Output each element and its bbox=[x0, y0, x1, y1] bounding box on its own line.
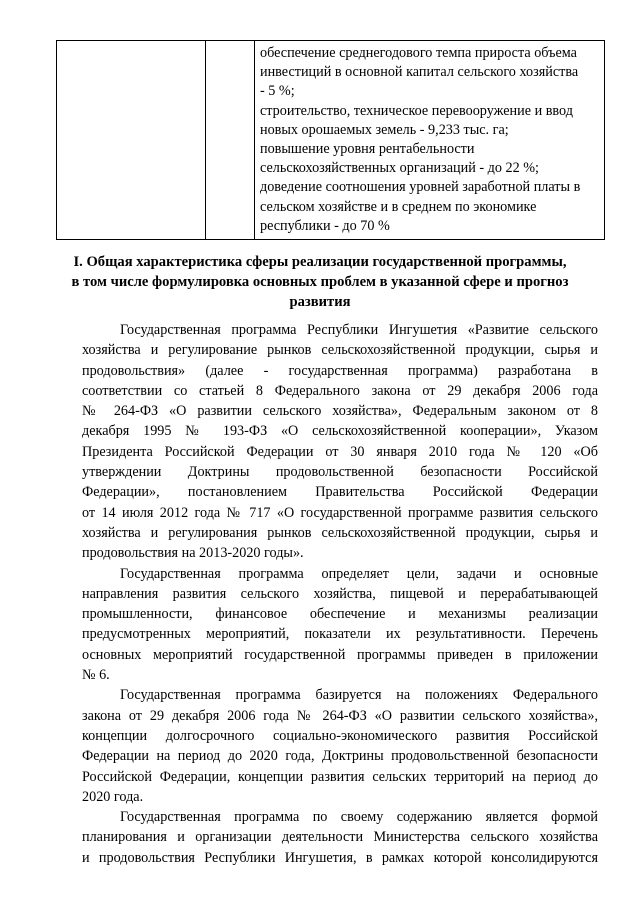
cell-line: обеспечение среднегодового темпа прироста объема bbox=[260, 45, 577, 61]
body-text bbox=[82, 320, 598, 868]
paragraph-line: соответствии со статьей 8 Федерального закона от 29 декабря 2006 года bbox=[82, 382, 598, 399]
paragraph-line: № 264-ФЗ «О развитии сельского хозяйства», Федеральным законом от 8 bbox=[82, 403, 598, 420]
paragraph-line: утверждении Доктрины продовольственной безопасности Российской bbox=[82, 464, 598, 481]
paragraph-line: планирования и организации деятельности Министерства сельского хозяйства bbox=[82, 829, 598, 846]
paragraph-line: Государственная программа по своему содержанию является формой bbox=[120, 809, 598, 826]
paragraph-line: направления развития сельского хозяйства, пищевой и перерабатывающей bbox=[82, 585, 598, 602]
paragraph-line: Президента Российской Федерации от 30 января 2010 года № 120 «Об bbox=[82, 443, 598, 460]
paragraph-program-form bbox=[82, 807, 598, 868]
table-cell-empty-1 bbox=[57, 41, 206, 240]
cell-line: доведение соотношения уровней заработной платы в bbox=[260, 179, 581, 196]
paragraph-line: хозяйства и регулирование рынков сельскохозяйственной продукции, сырья и bbox=[82, 342, 598, 359]
cell-line: инвестиций в основной капитал сельского хозяйства bbox=[260, 64, 579, 81]
paragraph-line: предусмотренных мероприятий, показатели их результативности. Перечень bbox=[82, 626, 598, 643]
paragraph-line: хозяйства и регулирования рынков сельскохозяйственной продукции, сырья и bbox=[82, 524, 598, 541]
cell-line: строительство, техническое перевооружение и ввод bbox=[260, 102, 573, 119]
paragraph-line: № 6. bbox=[82, 667, 110, 684]
cell-line: - 5 %; bbox=[260, 83, 295, 100]
paragraph-line: и продовольствия Республики Ингушетия, в рамках которой консолидируются bbox=[82, 849, 598, 866]
paragraph-line: основных мероприятий государственной программы приведен в приложении bbox=[82, 646, 598, 663]
paragraph-line: от 14 июля 2012 года № 717 «О государственной программе развития сельского bbox=[82, 504, 598, 521]
paragraph-line: Государственная программа базируется на положениях Федерального bbox=[120, 687, 598, 704]
table-row bbox=[57, 41, 605, 240]
cell-line: повышение уровня рентабельности bbox=[260, 141, 475, 158]
table-cell-targets bbox=[255, 41, 605, 240]
section-heading bbox=[40, 252, 600, 312]
cell-line: республики - до 70 % bbox=[260, 217, 390, 234]
paragraph-line: промышленности, финансовое обеспечение и механизмы реализации bbox=[82, 606, 598, 623]
paragraph-program-basis bbox=[82, 685, 598, 807]
heading-line: в том числе формулировка основных проблем в указанной сфере и прогноз bbox=[71, 274, 569, 290]
heading-line: I. Общая характеристика сферы реализации государственной программы, bbox=[73, 254, 567, 270]
paragraph-line: Федерации», постановлением Правительства Российской Федерации bbox=[82, 484, 598, 501]
cell-line: сельскохозяйственных организаций - до 22 %; bbox=[260, 160, 540, 177]
cell-line: сельском хозяйстве и в среднем по экономике bbox=[260, 198, 537, 215]
paragraph-line: продовольствия на 2013-2020 годы». bbox=[82, 545, 304, 562]
heading-line: развития bbox=[289, 294, 351, 310]
targets-table bbox=[56, 40, 605, 240]
paragraph-line: 2020 года. bbox=[82, 788, 144, 805]
paragraph-legal-basis bbox=[82, 320, 598, 564]
cell-line: новых орошаемых земель - 9,233 тыс. га; bbox=[260, 121, 509, 138]
paragraph-line: Федерации на период до 2020 года, Доктрины продовольственной безопасности bbox=[82, 748, 598, 765]
paragraph-line: Российской Федерации, концепции развития сельских территорий на период до bbox=[82, 768, 598, 785]
paragraph-line: концепции долгосрочного социально-экономического развития Российской bbox=[82, 727, 598, 744]
paragraph-line: Государственная программа определяет цели, задачи и основные bbox=[120, 565, 598, 582]
paragraph-line: продовольствия» (далее - государственная программа) разработана в bbox=[82, 362, 598, 379]
paragraph-line: декабря 1995 № 193-ФЗ «О сельскохозяйственной кооперации», Указом bbox=[82, 423, 598, 440]
table-cell-empty-2 bbox=[206, 41, 255, 240]
paragraph-line: Государственная программа Республики Ингушетия «Развитие сельского bbox=[120, 322, 598, 338]
paragraph-line: закона от 29 декабря 2006 года № 264-ФЗ «О развитии сельского хозяйства», bbox=[82, 707, 598, 724]
paragraph-program-scope bbox=[82, 564, 598, 686]
